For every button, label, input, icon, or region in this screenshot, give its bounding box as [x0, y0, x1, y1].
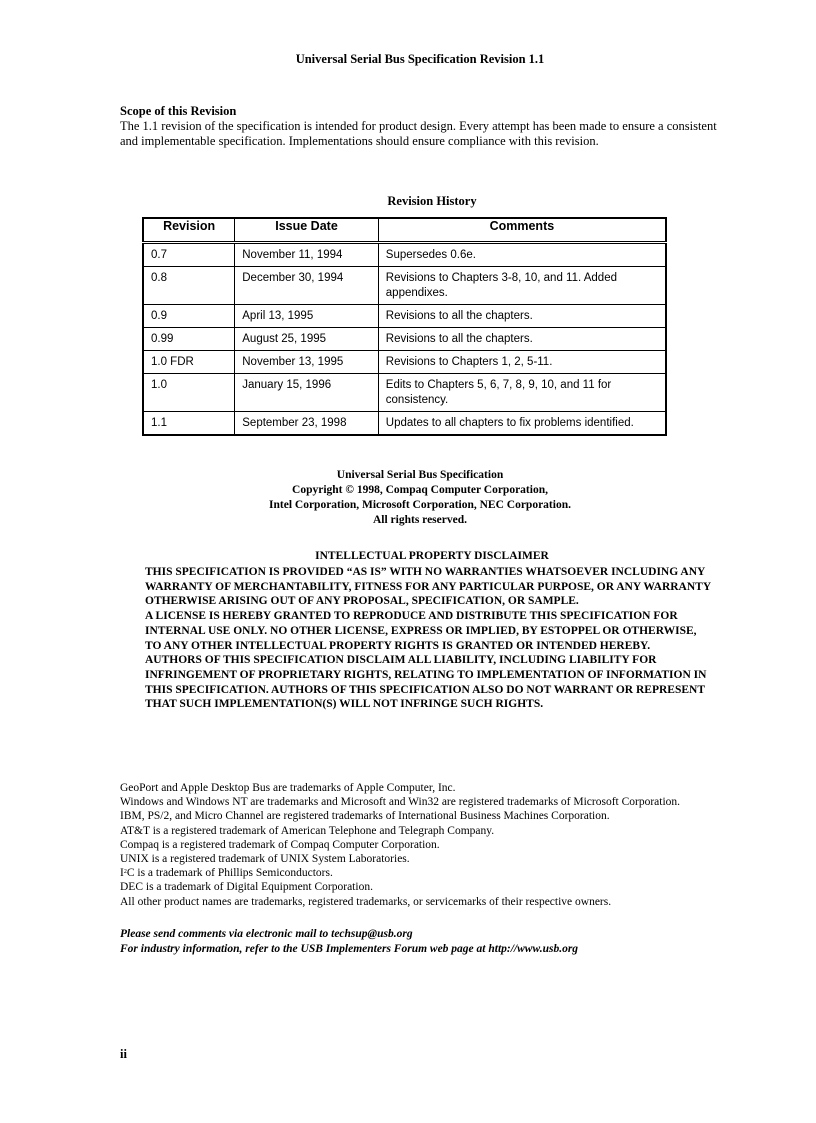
copyright-line: All rights reserved.	[372, 514, 467, 526]
i2c-rest: C is a trademark of Phillips Semiconductors.	[126, 867, 333, 880]
trademark-line: AT&T is a registered trademark of American Telephone and Telegraph Company.	[120, 824, 495, 837]
comments-cell: Edits to Chapters 5, 6, 7, 8, 9, 10, and 11 for consistency.	[378, 374, 666, 412]
comments-cell: Updates to all chapters to fix problems identified.	[378, 412, 666, 436]
column-header-comments: Comments	[378, 218, 666, 243]
trademark-line: IBM, PS/2, and Micro Channel are registered trademarks of International Business Machines Corporation.	[120, 810, 610, 823]
date-cell: November 13, 1995	[235, 351, 379, 374]
revision-cell: 0.7	[143, 243, 235, 267]
contact-email-line: Please send comments via electronic mail to techsup@usb.org	[120, 928, 413, 940]
copyright-block	[0, 468, 816, 528]
trademark-line: Compaq is a registered trademark of Compaq Computer Corporation.	[120, 838, 440, 851]
date-cell: January 15, 1996	[235, 374, 379, 412]
revision-cell: 1.1	[143, 412, 235, 436]
disclaimer-paragraph: AUTHORS OF THIS SPECIFICATION DISCLAIM ALL LIABILITY, INCLUDING LIABILITY FOR INFRINGEMENT OF PROPRIETARY RIGHTS, RELATING TO IMPLEMENTATION OF INFORMATION IN THIS SPECIFICATION. AUTHORS OF THIS SPECIFICATION ALSO DO NOT WARRANT OR REPRESENT THAT SUCH IMPLEMENTATION(S) WILL NOT INFRINGE SUCH RIGHTS.	[145, 654, 707, 711]
trademark-line-i2c	[120, 866, 740, 880]
revision-history-title: Revision History	[387, 194, 477, 208]
date-cell: August 25, 1995	[235, 328, 379, 351]
date-cell: December 30, 1994	[235, 267, 379, 305]
i2c-superscript: 2	[123, 869, 127, 876]
table-row	[143, 305, 666, 328]
revision-history-table	[142, 217, 667, 436]
revision-cell: 0.9	[143, 305, 235, 328]
table-row	[143, 328, 666, 351]
disclaimer-body	[145, 565, 715, 712]
table-row	[143, 351, 666, 374]
trademark-line: UNIX is a registered trademark of UNIX System Laboratories.	[120, 853, 410, 866]
column-header-revision: Revision	[143, 218, 235, 243]
column-header-issue-date: Issue Date	[235, 218, 379, 243]
copyright-line: Intel Corporation, Microsoft Corporation, NEC Corporation.	[269, 499, 571, 511]
comments-cell: Revisions to all the chapters.	[378, 305, 666, 328]
date-cell: September 23, 1998	[235, 412, 379, 436]
page-header: Universal Serial Bus Specification Revision 1.1	[295, 52, 545, 66]
trademark-line: GeoPort and Apple Desktop Bus are trademarks of Apple Computer, Inc.	[120, 782, 456, 794]
date-cell: November 11, 1994	[235, 243, 379, 267]
disclaimer-paragraph: A LICENSE IS HEREBY GRANTED TO REPRODUCE AND DISTRIBUTE THIS SPECIFICATION FOR INTERNAL USE ONLY. NO OTHER LICENSE, EXPRESS OR IMPLIED, BY ESTOPPEL OR OTHERWISE, TO ANY OTHER INTELLECTUAL PROPERTY RIGHTS IS GRANTED OR INTENDED HEREBY.	[145, 610, 697, 652]
copyright-line: Copyright © 1998, Compaq Computer Corporation,	[292, 484, 548, 496]
contact-block	[120, 927, 578, 956]
comments-cell: Revisions to all the chapters.	[378, 328, 666, 351]
scope-title: Scope of this Revision	[120, 104, 237, 118]
revision-cell: 1.0 FDR	[143, 351, 235, 374]
date-cell: April 13, 1995	[235, 305, 379, 328]
table-row	[143, 374, 666, 412]
comments-cell: Revisions to Chapters 1, 2, 5-11.	[378, 351, 666, 374]
revision-cell: 0.99	[143, 328, 235, 351]
page-number: ii	[120, 1047, 127, 1061]
revision-cell: 1.0	[143, 374, 235, 412]
disclaimer-title: INTELLECTUAL PROPERTY DISCLAIMER	[315, 550, 549, 562]
trademarks-block	[120, 781, 740, 909]
trademark-line: DEC is a trademark of Digital Equipment Corporation.	[120, 881, 373, 894]
scope-body: The 1.1 revision of the specification is intended for product design. Every attempt has been made to ensure a consistent and implementable specification. Implementations should ensure compliance with this revision.	[120, 119, 717, 148]
copyright-line: Universal Serial Bus Specification	[336, 469, 504, 481]
comments-cell: Revisions to Chapters 3-8, 10, and 11. Added appendixes.	[378, 267, 666, 305]
table-row	[143, 243, 666, 267]
comments-cell: Supersedes 0.6e.	[378, 243, 666, 267]
table-row	[143, 412, 666, 436]
table-header-row	[143, 218, 666, 243]
trademark-line: Windows and Windows NT are trademarks and Microsoft and Win32 are registered trademarks of Microsoft Corporation.	[120, 796, 681, 809]
revision-cell: 0.8	[143, 267, 235, 305]
trademark-line: All other product names are trademarks, registered trademarks, or servicemarks of their respective owners.	[120, 895, 612, 908]
table-row	[143, 267, 666, 305]
disclaimer-paragraph: THIS SPECIFICATION IS PROVIDED “AS IS” WITH NO WARRANTIES WHATSOEVER INCLUDING ANY WARRANTY OF MERCHANTABILITY, FITNESS FOR ANY PARTICULAR PURPOSE, OR ANY WARRANTY OTHERWISE ARISING OUT OF ANY PROPOSAL, SPECIFICATION, OR SAMPLE.	[145, 566, 711, 608]
contact-web-line: For industry information, refer to the USB Implementers Forum web page at http://www.usb.org	[120, 942, 579, 955]
i2c-prefix: I	[120, 867, 124, 880]
